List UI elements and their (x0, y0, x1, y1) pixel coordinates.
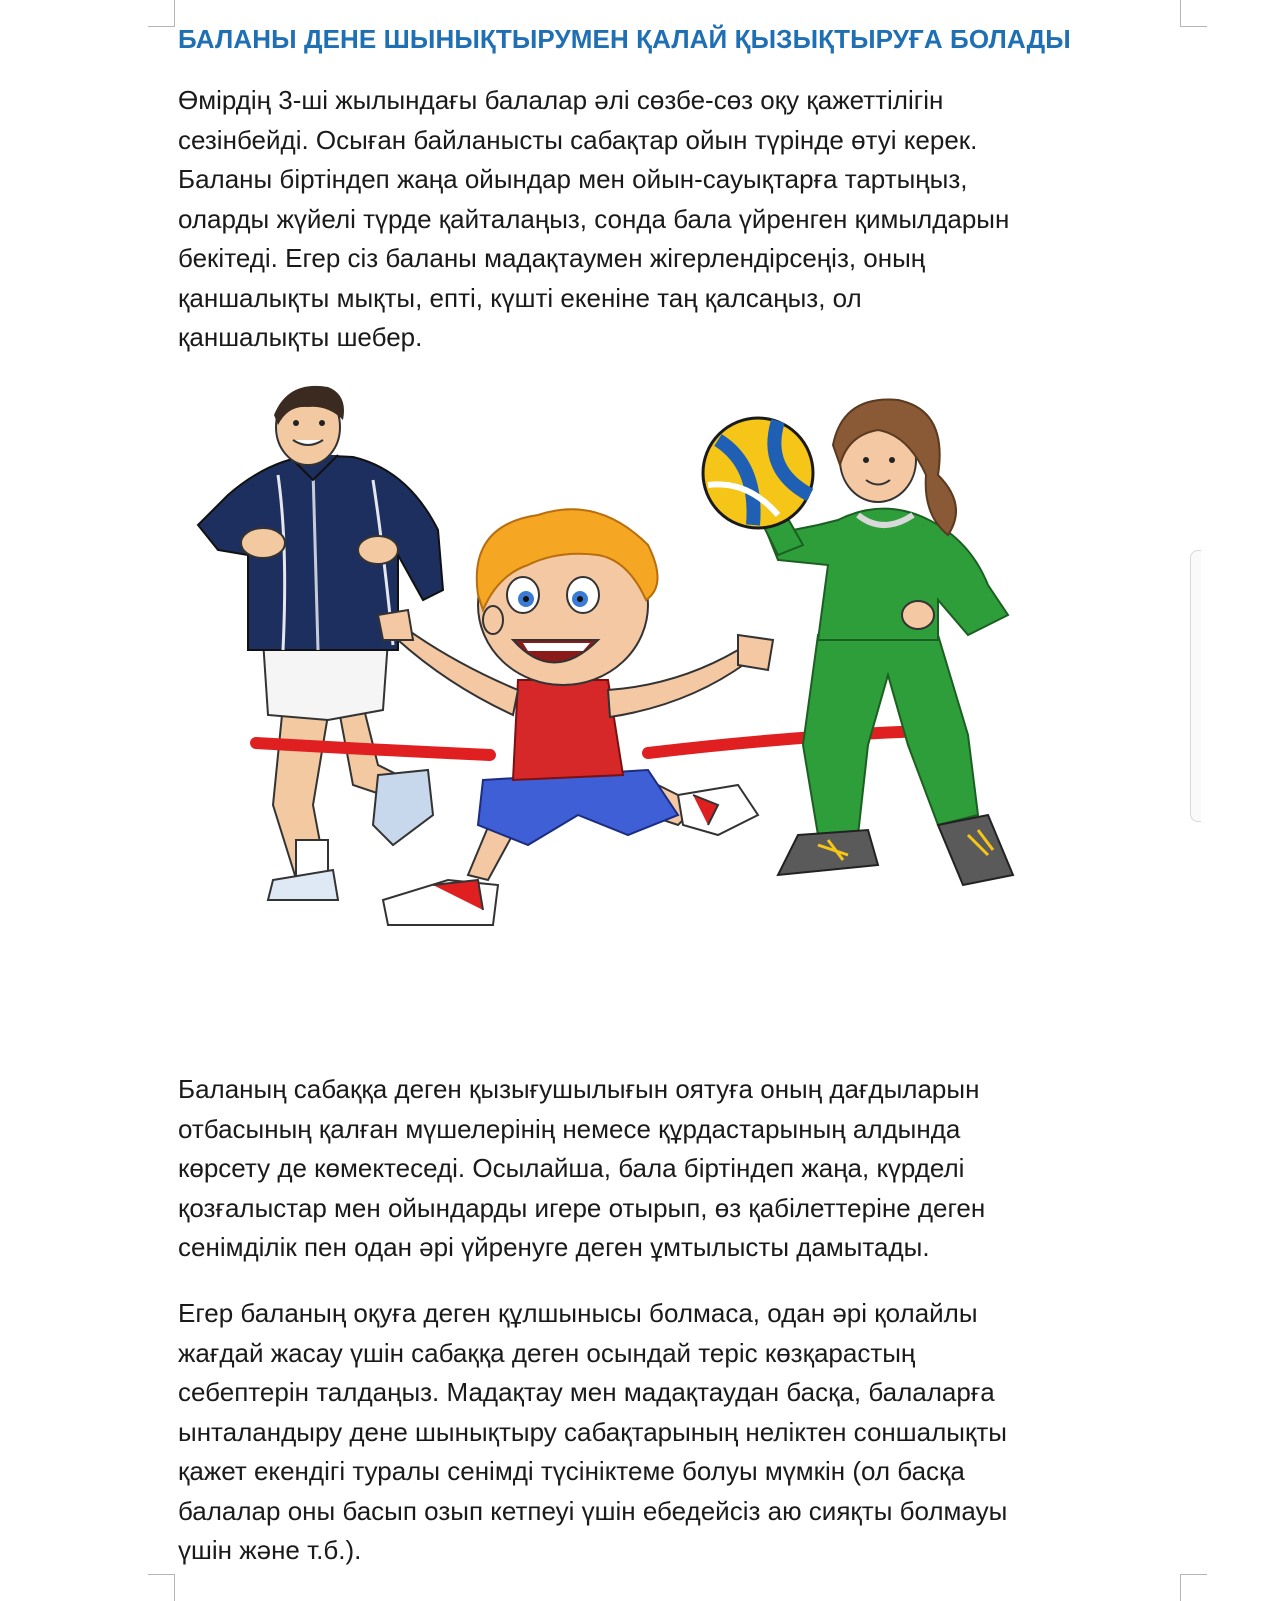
paragraph-line: Баланы біртіндеп жаңа ойындар мен ойын-сауықтарға тартыңыз, (178, 164, 968, 194)
scroll-handle[interactable] (1190, 550, 1201, 822)
paragraph-3 (178, 1294, 1007, 1571)
paragraph-1 (178, 81, 1178, 358)
paragraph-line: ынталандыру дене шынықтыру сабақтарының неліктен соншалықты (178, 1416, 1007, 1447)
paragraph-line: қаншалықты шебер. (178, 322, 423, 352)
paragraph-line: сенімділік пен одан әрі үйренуге деген ұмтылысты дамытады. (178, 1232, 930, 1262)
document-title: БАЛАНЫ ДЕНЕ ШЫНЫҚТЫРУМЕН ҚАЛАЙ ҚЫЗЫҚТЫРУҒА БОЛАДЫ (178, 24, 1071, 54)
paragraph-line: Өмірдің 3-ші жылындағы балалар әлі сөзбе-сөз оқу қажеттілігін (178, 85, 944, 115)
crop-mark-bottom-left (148, 1574, 175, 1601)
paragraph-2 (178, 1070, 985, 1268)
paragraph-line: қаншалықты мықты, епті, күшті екеніне таң қалсаңыз, ол (178, 282, 862, 313)
crop-mark-top-right (1180, 0, 1207, 27)
crop-mark-bottom-right (1180, 1574, 1207, 1601)
paragraph-line: оларды жүйелі түрде қайталаңыз, сонда бала үйренген қимылдарын (178, 203, 1010, 234)
finish-ribbon-right (648, 730, 948, 753)
paragraph-line: бекітеді. Егер сіз баланы мадақтаумен жігерлендірсеңіз, оның (178, 243, 926, 273)
paragraph-line: көрсету де көмектеседі. Осылайша, бала біртіндеп жаңа, күрделі (178, 1153, 965, 1183)
paragraph-line: отбасының қалған мүшелерінің немесе құрдастарының алдында (178, 1113, 961, 1144)
paragraph-line: Егер баланың оқуға деген құлшынысы болмаса, одан әрі қолайлы (178, 1298, 978, 1328)
crop-mark-top-left (148, 0, 175, 27)
paragraph-line: балалар оны басып озып кетпеуі үшін ебедейсіз аю сияқты болмауы (178, 1495, 1008, 1526)
paragraph-line: себептерін талдаңыз. Мадақтау мен мадақтаудан басқа, балаларға (178, 1377, 995, 1407)
paragraph-line: қажет екендігі туралы сенімді түсініктеме болуы мүмкін (ол басқа (178, 1456, 965, 1486)
document-content (178, 24, 1178, 358)
paragraph-line: Баланың сабаққа деген қызығушылығын оятуға оның дағдыларын (178, 1074, 980, 1104)
sports-illustration (178, 385, 1058, 955)
paragraph-line: жағдай жасау үшін сабаққа деген осындай теріс көзқарастың (178, 1337, 916, 1368)
paragraph-line: қозғалыстар мен ойындарды игере отырып, өз қабілеттеріне деген (178, 1192, 986, 1223)
paragraph-line: сезінбейді. Осыған байланысты сабақтар ойын түрінде өтуі керек. (178, 124, 978, 155)
paragraph-line: үшін және т.б.). (178, 1535, 362, 1565)
